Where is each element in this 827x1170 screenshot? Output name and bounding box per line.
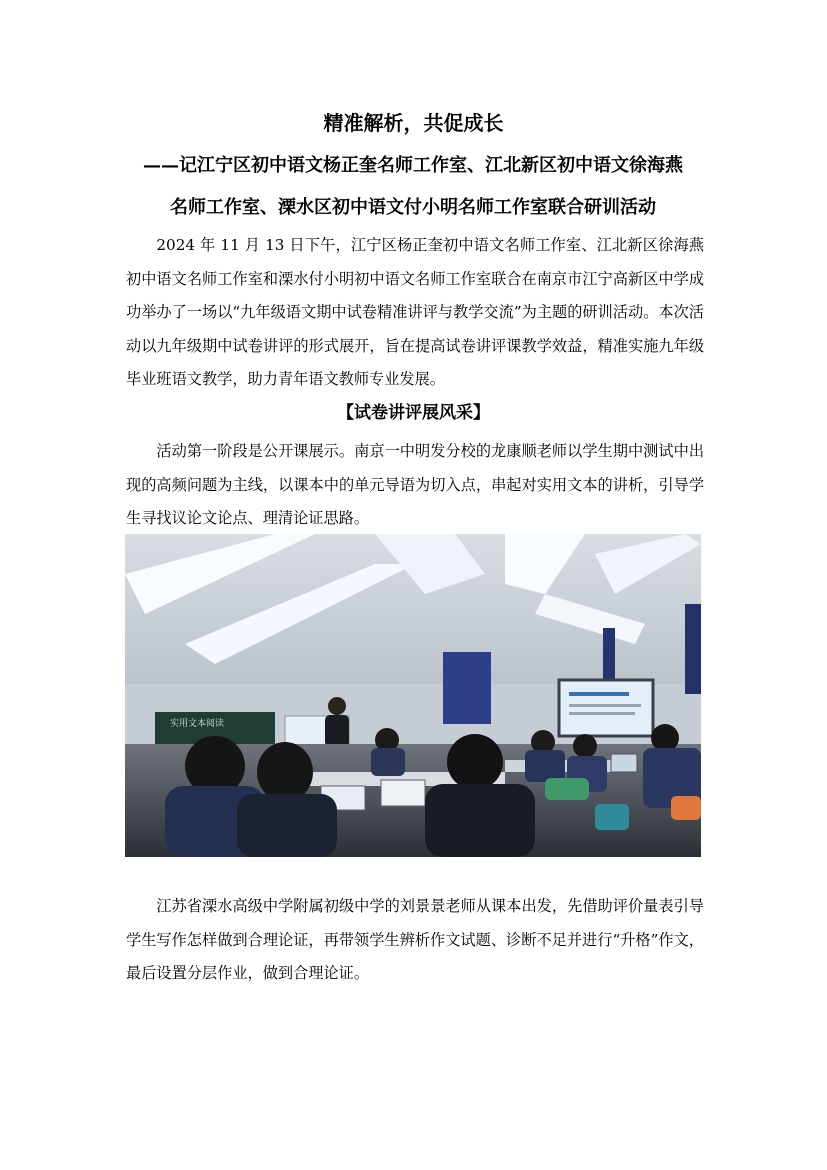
- section-heading: 【试卷讲评展风采】: [337, 403, 490, 423]
- blackboard-text: 实用文本阅读: [170, 719, 225, 729]
- second-lesson-paragraph: 江苏省溧水高级中学附属初级中学的刘景景老师从课本出发，先借助评价量表引导学生写作怎样做到合理论证，再带领学生辨析作文试题、诊断不足并进行“升格”作文，最后设置分层作业，做到合理论证。: [126, 897, 704, 982]
- stage-one-paragraph: 活动第一阶段是公开课展示。南京一中明发分校的龙康顺老师以学生期中测试中出现的高频问题为主线，以课本中的单元导语为切入点，串起对实用文本的讲析，引导学生寻找议论文论点、理清论证思路。: [126, 442, 704, 527]
- article-title: 精准解析，共促成长: [323, 111, 504, 135]
- classroom-photo-illustration: [125, 534, 701, 857]
- classroom-photo: [125, 534, 701, 857]
- intro-paragraph: 2024 年 11 月 13 日下午，江宁区杨正奎初中语文名师工作室、江北新区徐海燕初中语文名师工作室和溧水付小明初中语文名师工作室联合在南京市江宁高新区中学成功举办了一场以“九年级语文期中试卷精准讲评与教学交流”为主题的研训活动。本次活动以九年级期中试卷讲评的形式展开，旨在提高试卷讲评课教学效益，精准实施九年级毕业班语文教学，助力青年语文教师专业发展。: [126, 236, 704, 388]
- article-subtitle-line2: 名师工作室、溧水区初中语文付小明名师工作室联合研训活动: [170, 197, 656, 218]
- article-subtitle-line1: ——记江宁区初中语文杨正奎名师工作室、江北新区初中语文徐海燕: [143, 155, 683, 176]
